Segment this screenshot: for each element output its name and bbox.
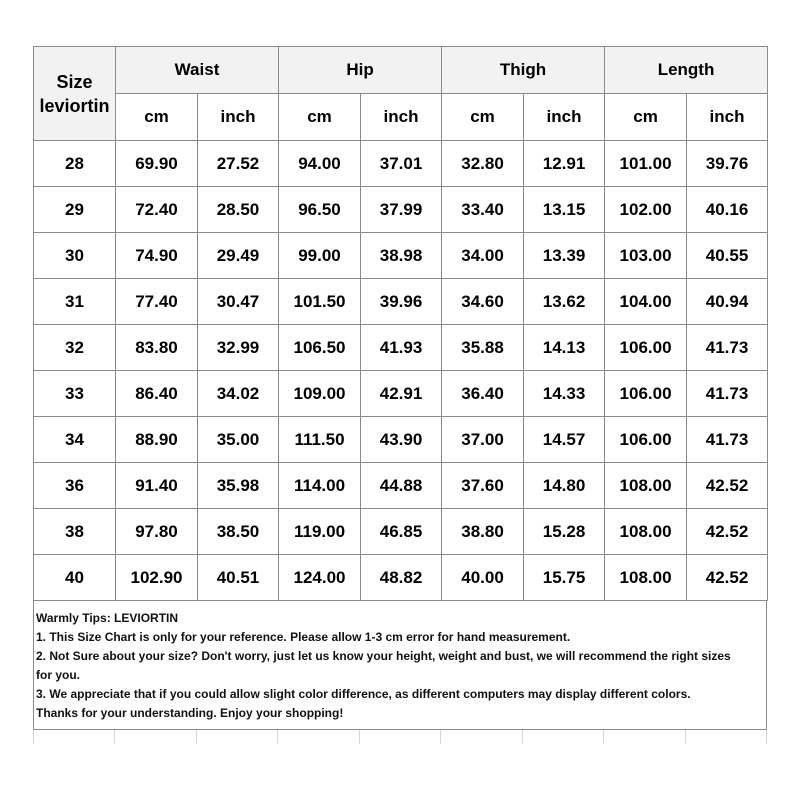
tip-line: Thanks for your understanding. Enjoy your shopping! (36, 706, 344, 720)
tips-box (33, 601, 767, 730)
tip-line: for you. (36, 668, 80, 682)
unit-header: cm (116, 94, 198, 141)
measurement-cell: 14.57 (524, 417, 605, 463)
unit-header: inch (198, 94, 279, 141)
measurement-cell: 30.47 (198, 279, 279, 325)
measurement-cell: 99.00 (279, 233, 361, 279)
measurement-cell: 28.50 (198, 187, 279, 233)
unit-header-row (34, 94, 768, 141)
measurement-cell: 77.40 (116, 279, 198, 325)
table-row (34, 233, 768, 279)
measurement-cell: 104.00 (605, 279, 687, 325)
unit-header: inch (524, 94, 605, 141)
size-cell: 33 (34, 371, 116, 417)
size-column-header (34, 47, 116, 141)
unit-header: inch (361, 94, 442, 141)
measurement-cell: 13.15 (524, 187, 605, 233)
measurement-cell: 43.90 (361, 417, 442, 463)
size-cell: 30 (34, 233, 116, 279)
size-cell: 28 (34, 141, 116, 187)
measurement-cell: 106.00 (605, 325, 687, 371)
table-row (34, 141, 768, 187)
measurement-cell: 42.91 (361, 371, 442, 417)
table-row (34, 463, 768, 509)
tips-title: Warmly Tips: LEVIORTIN (36, 611, 179, 625)
measurement-cell: 86.40 (116, 371, 198, 417)
measurement-cell: 32.80 (442, 141, 524, 187)
measurement-cell: 40.55 (687, 233, 768, 279)
measurement-cell: 37.99 (361, 187, 442, 233)
measurement-cell: 15.28 (524, 509, 605, 555)
measurement-cell: 41.73 (687, 417, 768, 463)
unit-header: cm (279, 94, 361, 141)
measurement-cell: 37.00 (442, 417, 524, 463)
size-cell: 40 (34, 555, 116, 601)
size-label: Size (56, 71, 93, 92)
measurement-cell: 38.98 (361, 233, 442, 279)
measurement-cell: 14.80 (524, 463, 605, 509)
measurement-cell: 96.50 (279, 187, 361, 233)
measurement-cell: 42.52 (687, 555, 768, 601)
measurement-cell: 111.50 (279, 417, 361, 463)
unit-header: cm (605, 94, 687, 141)
measurement-cell: 88.90 (116, 417, 198, 463)
measurement-cell: 108.00 (605, 463, 687, 509)
measurement-cell: 69.90 (116, 141, 198, 187)
size-cell: 34 (34, 417, 116, 463)
measurement-cell: 36.40 (442, 371, 524, 417)
table-row (34, 509, 768, 555)
measurement-cell: 101.50 (279, 279, 361, 325)
size-cell: 38 (34, 509, 116, 555)
tip-line: 2. Not Sure about your size? Don't worry, just let us know your height, weight and bust, we will recommend the right sizes (36, 649, 731, 663)
size-table (33, 46, 768, 601)
measurement-cell: 83.80 (116, 325, 198, 371)
measurement-cell: 108.00 (605, 509, 687, 555)
tip-line: 1. This Size Chart is only for your reference. Please allow 1-3 cm error for hand measurement. (36, 630, 571, 644)
measurement-cell: 35.00 (198, 417, 279, 463)
measurement-cell: 106.00 (605, 417, 687, 463)
measurement-cell: 94.00 (279, 141, 361, 187)
measurement-cell: 32.99 (198, 325, 279, 371)
measurement-cell: 114.00 (279, 463, 361, 509)
measurement-cell: 124.00 (279, 555, 361, 601)
table-row (34, 325, 768, 371)
size-chart (33, 46, 767, 744)
waist-header: Waist (116, 47, 279, 94)
unit-header: inch (687, 94, 768, 141)
measurement-cell: 44.88 (361, 463, 442, 509)
measurement-cell: 48.82 (361, 555, 442, 601)
measurement-cell: 101.00 (605, 141, 687, 187)
measurement-cell: 41.93 (361, 325, 442, 371)
measurement-cell: 40.51 (198, 555, 279, 601)
size-cell: 31 (34, 279, 116, 325)
measurement-cell: 106.50 (279, 325, 361, 371)
table-row (34, 555, 768, 601)
measurement-cell: 14.33 (524, 371, 605, 417)
measurement-cell: 34.02 (198, 371, 279, 417)
table-row (34, 279, 768, 325)
measurement-cell: 103.00 (605, 233, 687, 279)
measurement-cell: 40.00 (442, 555, 524, 601)
measurement-cell: 72.40 (116, 187, 198, 233)
measurement-cell: 29.49 (198, 233, 279, 279)
measurement-cell: 37.60 (442, 463, 524, 509)
measurement-cell: 13.39 (524, 233, 605, 279)
measurement-cell: 97.80 (116, 509, 198, 555)
measurement-cell: 40.94 (687, 279, 768, 325)
table-row (34, 417, 768, 463)
measurement-cell: 13.62 (524, 279, 605, 325)
empty-grid-row (33, 730, 767, 744)
measurement-cell: 38.50 (198, 509, 279, 555)
hip-header: Hip (279, 47, 442, 94)
measurement-cell: 108.00 (605, 555, 687, 601)
unit-header: cm (442, 94, 524, 141)
length-header: Length (605, 47, 768, 94)
measurement-cell: 74.90 (116, 233, 198, 279)
measurement-cell: 91.40 (116, 463, 198, 509)
measurement-cell: 42.52 (687, 509, 768, 555)
measurement-cell: 119.00 (279, 509, 361, 555)
measurement-cell: 34.60 (442, 279, 524, 325)
measurement-cell: 41.73 (687, 371, 768, 417)
table-row (34, 371, 768, 417)
measurement-cell: 34.00 (442, 233, 524, 279)
measurement-cell: 46.85 (361, 509, 442, 555)
measurement-cell: 102.90 (116, 555, 198, 601)
size-cell: 36 (34, 463, 116, 509)
measurement-cell: 35.98 (198, 463, 279, 509)
measurement-cell: 15.75 (524, 555, 605, 601)
size-cell: 32 (34, 325, 116, 371)
group-header-row (34, 47, 768, 94)
measurement-cell: 33.40 (442, 187, 524, 233)
measurement-cell: 106.00 (605, 371, 687, 417)
measurement-cell: 42.52 (687, 463, 768, 509)
measurement-cell: 35.88 (442, 325, 524, 371)
table-row (34, 187, 768, 233)
measurement-cell: 38.80 (442, 509, 524, 555)
measurement-cell: 41.73 (687, 325, 768, 371)
measurement-cell: 12.91 (524, 141, 605, 187)
measurement-cell: 102.00 (605, 187, 687, 233)
thigh-header: Thigh (442, 47, 605, 94)
size-cell: 29 (34, 187, 116, 233)
measurement-cell: 39.76 (687, 141, 768, 187)
measurement-cell: 39.96 (361, 279, 442, 325)
measurement-cell: 37.01 (361, 141, 442, 187)
measurement-cell: 40.16 (687, 187, 768, 233)
measurement-cell: 27.52 (198, 141, 279, 187)
measurement-cell: 14.13 (524, 325, 605, 371)
tip-line: 3. We appreciate that if you could allow slight color difference, as different computers may display different colors. (36, 687, 691, 701)
measurement-cell: 109.00 (279, 371, 361, 417)
brand-label: leviortin (39, 95, 110, 116)
